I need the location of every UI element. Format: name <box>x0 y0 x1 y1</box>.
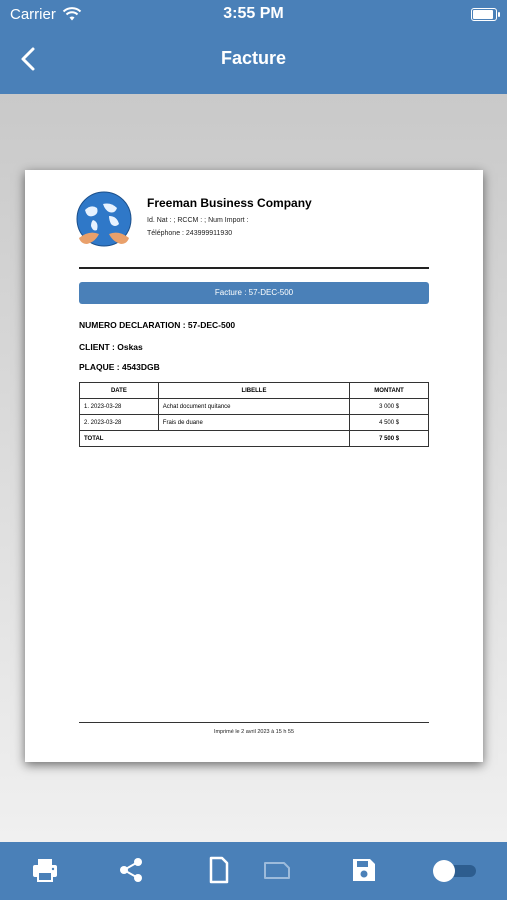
row-date: 2. 2023-03-28 <box>80 415 159 431</box>
row-date: 1. 2023-03-28 <box>80 399 159 415</box>
company-name: Freeman Business Company <box>147 196 312 210</box>
navigation-header <box>0 0 507 94</box>
header-divider <box>79 267 429 269</box>
save-icon[interactable] <box>349 855 379 885</box>
printer-icon[interactable] <box>30 855 60 885</box>
total-label: TOTAL <box>80 431 350 447</box>
landscape-page-icon[interactable] <box>262 855 292 885</box>
page-title: Facture <box>220 48 287 68</box>
row-montant: 3 000 $ <box>350 399 429 415</box>
share-icon[interactable] <box>116 855 146 885</box>
company-phone: Téléphone : 243999911930 <box>147 230 233 237</box>
status-time: 3:55 PM <box>223 5 284 22</box>
plaque-field: PLAQUE : 4543DGB <box>79 362 160 372</box>
bottom-toolbar <box>0 842 507 900</box>
toggle-switch[interactable] <box>432 859 478 883</box>
client-field: CLIENT : Oskas <box>79 342 143 352</box>
row-libelle: Frais de duane <box>158 415 349 431</box>
row-montant: 4 500 $ <box>350 415 429 431</box>
company-logo-icon <box>73 190 135 250</box>
column-header-montant: MONTANT <box>350 383 429 399</box>
portrait-page-icon[interactable] <box>203 855 233 885</box>
invoice-page <box>25 170 483 762</box>
table-row <box>80 415 429 431</box>
total-value: 7 500 $ <box>350 431 429 447</box>
total-row <box>80 431 429 447</box>
status-bar <box>0 0 507 30</box>
footer-divider <box>79 722 429 723</box>
numero-declaration: NUMERO DECLARATION : 57-DEC-500 <box>79 320 236 330</box>
battery-icon <box>471 8 497 21</box>
company-ids: Id. Nat : ; RCCM : ; Num Import : <box>147 217 249 224</box>
facture-banner: Facture : 57-DEC-500 <box>79 282 429 304</box>
table-row <box>80 399 429 415</box>
column-header-libelle: LIBELLE <box>158 383 349 399</box>
invoice-table <box>79 382 429 447</box>
printed-timestamp: Imprimé le 2 avril 2023 à 15 h 55 <box>213 729 295 735</box>
column-header-date: DATE <box>80 383 159 399</box>
carrier-label: Carrier <box>10 6 56 23</box>
row-libelle: Achat document quitance <box>158 399 349 415</box>
